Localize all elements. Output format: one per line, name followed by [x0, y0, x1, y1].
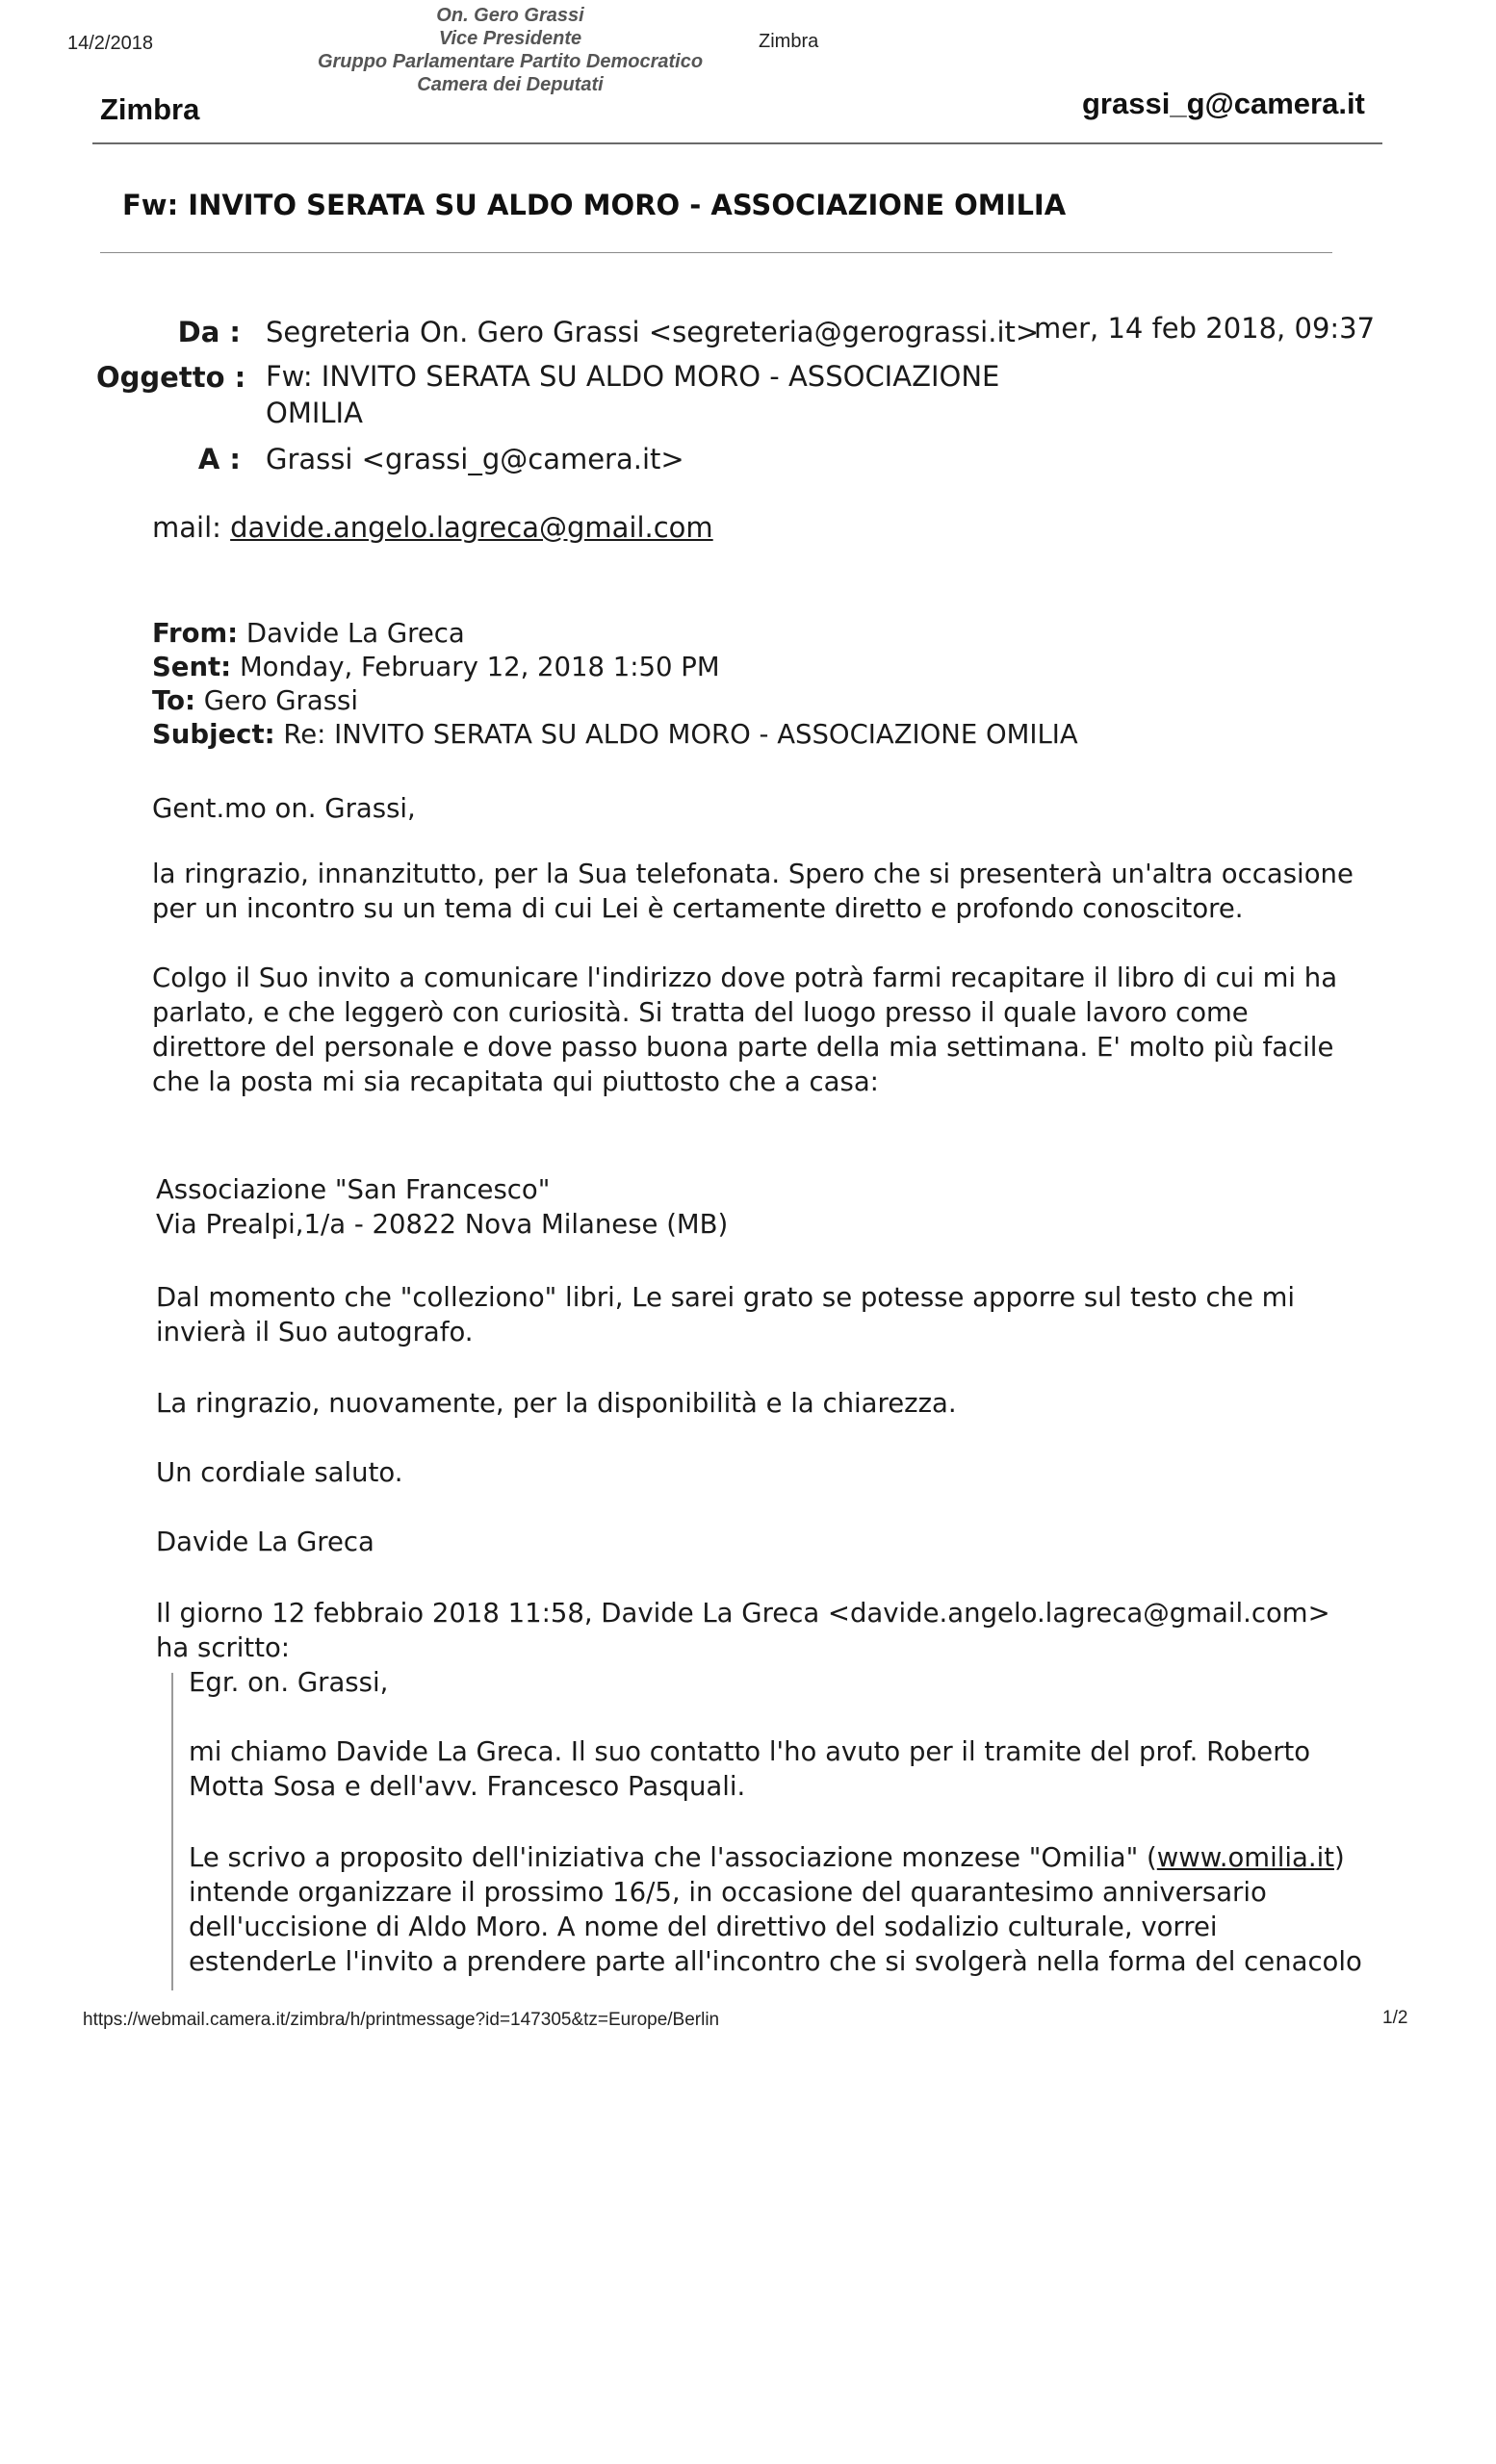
- account-email: grassi_g@camera.it: [1082, 87, 1365, 120]
- message-subject: Fw: INVITO SERATA SU ALDO MORO - ASSOCIAZIONE OMILIA: [122, 189, 1067, 221]
- address-line: Associazione "San Francesco": [156, 1174, 551, 1205]
- body-line: Colgo il Suo invito a comunicare l'indirizzo dove potrà farmi recapitare il libro di cui mi ha: [152, 962, 1338, 993]
- subject-label: Oggetto :: [96, 361, 246, 394]
- quoted-text: ): [1334, 1842, 1345, 1873]
- mail-label: mail:: [152, 511, 221, 544]
- quoted-greeting: Egr. on. Grassi,: [189, 1667, 389, 1698]
- forwarded-from: [152, 616, 465, 651]
- forwarded-subject: [152, 717, 1078, 752]
- body-line: Dal momento che "colleziono" libri, Le sarei grato se potesse apporre sul testo che mi: [156, 1282, 1296, 1313]
- footer-url: https://webmail.camera.it/zimbra/h/printmessage?id=147305&tz=Europe/Berlin: [83, 2010, 720, 2030]
- fwd-to-label: To:: [152, 685, 195, 716]
- stamp-line: Camera dei Deputati: [417, 74, 604, 95]
- mail-address-link[interactable]: davide.angelo.lagreca@gmail.com: [230, 511, 713, 544]
- body-line: Un cordiale saluto.: [156, 1457, 403, 1488]
- fwd-sent-value: Monday, February 12, 2018 1:50 PM: [239, 652, 720, 682]
- quoted-text: Le scrivo a proposito dell'iniziativa che l'associazione monzese "Omilia" (: [189, 1842, 1157, 1873]
- body-line: invierà il Suo autografo.: [156, 1317, 474, 1348]
- quoted-line: [189, 1840, 1345, 1875]
- quoted-line: mi chiamo Davide La Greca. Il suo contatto l'ho avuto per il tramite del prof. Roberto: [189, 1736, 1311, 1767]
- fwd-to-value: Gero Grassi: [203, 685, 359, 716]
- from-value: Segreteria On. Gero Grassi <segreteria@gerograssi.it>: [266, 316, 1040, 348]
- fwd-from-value: Davide La Greca: [245, 618, 465, 649]
- stamp-line: Vice Presidente: [438, 28, 582, 49]
- quoted-line: dell'uccisione di Aldo Moro. A nome del direttivo del sodalizio culturale, vorrei: [189, 1912, 1218, 1942]
- body-line: la ringrazio, innanzitutto, per la Sua telefonata. Spero che si presenterà un'altra occasione: [152, 859, 1354, 889]
- body-line: per un incontro su un tema di cui Lei è certamente diretto e profondo conoscitore.: [152, 893, 1244, 924]
- fwd-sent-label: Sent:: [152, 652, 232, 682]
- brand-name: Zimbra: [100, 92, 200, 126]
- forwarded-to: [152, 683, 358, 718]
- to-label: A :: [197, 443, 241, 475]
- signature: Davide La Greca: [156, 1527, 374, 1557]
- subject-divider: [100, 252, 1332, 253]
- forwarded-sent: [152, 650, 720, 684]
- mail-line: [152, 510, 713, 545]
- address-line: Via Prealpi,1/a - 20822 Nova Milanese (MB): [156, 1209, 729, 1240]
- fwd-subject-label: Subject:: [152, 719, 275, 750]
- body-line: La ringrazio, nuovamente, per la disponibilità e la chiarezza.: [156, 1388, 957, 1419]
- subject-value-line: Fw: INVITO SERATA SU ALDO MORO - ASSOCIAZIONE: [266, 360, 1000, 393]
- body-line: che la posta mi sia recapitata qui piuttosto che a casa:: [152, 1066, 879, 1097]
- quoted-line: estenderLe l'invito a prendere parte all'incontro che si svolgerà nella forma del cenacolo: [189, 1946, 1362, 1977]
- fwd-from-label: From:: [152, 618, 239, 649]
- quote-bar: [171, 1673, 173, 1990]
- to-value: Grassi <grassi_g@camera.it>: [266, 443, 684, 475]
- print-app-name: Zimbra: [759, 31, 819, 52]
- reply-intro-line: Il giorno 12 febbraio 2018 11:58, Davide La Greca <davide.angelo.lagreca@gmail.com>: [156, 1598, 1330, 1629]
- print-date: 14/2/2018: [67, 33, 153, 54]
- subject-value-line: OMILIA: [266, 397, 363, 429]
- header-divider: [92, 142, 1382, 144]
- fwd-subject-value: Re: INVITO SERATA SU ALDO MORO - ASSOCIAZIONE OMILIA: [283, 719, 1078, 750]
- quoted-line: intende organizzare il prossimo 16/5, in occasione del quarantesimo anniversario: [189, 1877, 1267, 1908]
- from-label: Da :: [177, 316, 241, 348]
- quoted-line: Motta Sosa e dell'avv. Francesco Pasquali.: [189, 1771, 746, 1802]
- page-number: 1/2: [1382, 2008, 1408, 2028]
- stamp-line: Gruppo Parlamentare Partito Democratico: [317, 51, 704, 72]
- reply-intro-line: ha scritto:: [156, 1632, 291, 1663]
- body-line: direttore del personale e dove passo buona parte della mia settimana. E' molto più facile: [152, 1032, 1334, 1063]
- body-greeting: Gent.mo on. Grassi,: [152, 793, 416, 824]
- official-stamp: [289, 4, 732, 96]
- body-line: parlato, e che leggerò con curiosità. Si tratta del luogo presso il quale lavoro come: [152, 997, 1249, 1028]
- message-date: mer, 14 feb 2018, 09:37: [1034, 312, 1376, 345]
- omilia-link[interactable]: www.omilia.it: [1156, 1842, 1335, 1873]
- stamp-line: On. Gero Grassi: [436, 5, 584, 26]
